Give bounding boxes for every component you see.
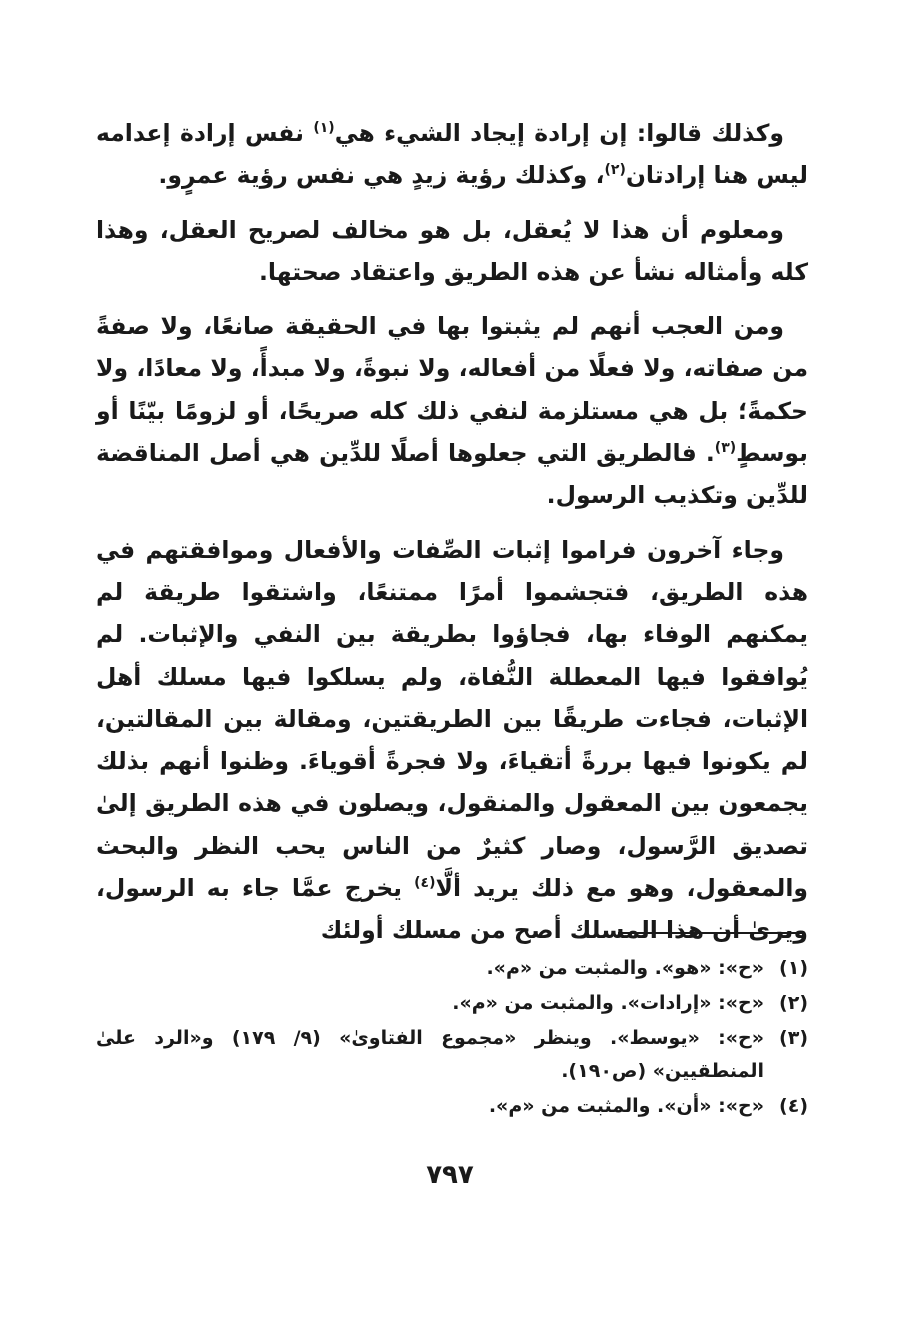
footnote-divider: [618, 932, 804, 934]
footnote-number: (٤): [779, 1095, 808, 1117]
footnote-number: (٣): [779, 1027, 808, 1049]
footnote-marker-2[interactable]: (٢): [604, 162, 626, 179]
footnote-number: (١): [779, 957, 808, 979]
main-text: [96, 112, 808, 964]
footnote-marker-3[interactable]: (٣): [714, 440, 737, 457]
footnote-marker-4[interactable]: (٤): [414, 875, 436, 892]
paragraph-text: وكذلك قالوا: إن إرادة إيجاد الشيء هي: [334, 119, 784, 147]
footnote-marker-1[interactable]: (١): [313, 120, 335, 137]
footnotes: [96, 952, 808, 1125]
page-number: ٧٩٧: [426, 1160, 474, 1190]
paragraph-text: ومن العجب أنهم لم يثبتوا بها في الحقيقة صانعًا، ولا صفةً من صفاته، ولا فعلًا من أفعاله، ولا نبوةً، ولا مبدأً، ولا معادًا، ولا حكمةً؛ بل هي مستلزمة لنفي ذلك كله صريحًا، أو لزومًا بيّنًا أو بوسطٍ: [96, 312, 808, 468]
footnote-text: «ح»: «أن». والمثبت من «م».: [488, 1095, 764, 1117]
footnote-text: «ح»: «يوسط». وينظر «مجموع الفتاوىٰ» (٩/ ١٧٩) و«الرد علىٰ المنطقيين» (ص١٩٠).: [96, 1027, 764, 1082]
footnote-3: [96, 1022, 808, 1088]
footnote-1: [96, 952, 808, 985]
footnote-2: [96, 987, 808, 1020]
paragraph-text: نفس إرادة إعدامه ليس هنا إرادتان: [96, 119, 808, 190]
paragraph-text: . فالطريق التي جعلوها أصلًا للدِّين هي أصل المناقضة للدِّين وتكذيب الرسول.: [96, 439, 808, 510]
paragraph-text: يخرج عمَّا جاء به الرسول، ويرىٰ أن هذا المسلك أصح من مسلك أولئك: [96, 874, 808, 945]
footnote-number: (٢): [779, 992, 808, 1014]
paragraph-text: ومعلوم أن هذا لا يُعقل، بل هو مخالف لصريح العقل، وهذا كله وأمثاله نشأ عن هذه الطريق واعتقاد صحتها.: [96, 215, 808, 286]
paragraph-text: وجاء آخرون فراموا إثبات الصِّفات والأفعال وموافقتهم في هذه الطريق، فتجشموا أمرًا ممتنعًا، واشتقوا طريقة لم يمكنهم الوفاء بها، فجاؤوا بطريقة بين النفي والإثبات. لم يُوافقوا فيها المعطلة النُّفاة، ولم يسلكوا فيها مسلك أهل الإثبات، فجاءت طريقًا بين الطريقتين، ومقالة بين المقالتين، لم يكونوا فيها بررةً أتقياءَ، ولا فجرةً أقوياءَ. وظنوا أنهم بذلك يجمعون بين المعقول والمنقول، ويصلون في هذه الطريق إلىٰ تصديق الرَّسول، وصار كثيرٌ من الناس يحب النظر والبحث والمعقول، وهو مع ذلك يريد ألَّا: [96, 535, 808, 903]
paragraph-1: [96, 112, 808, 197]
paragraph-4: [96, 529, 808, 952]
footnote-text: «ح»: «إرادات». والمثبت من «م».: [452, 992, 764, 1014]
paragraph-3: [96, 305, 808, 516]
footnote-text: «ح»: «هو». والمثبت من «م».: [486, 957, 764, 979]
paragraph-2: [96, 209, 808, 294]
footnote-4: [96, 1090, 808, 1123]
paragraph-text: ، وكذلك رؤية زيدٍ هي نفس رؤية عمرٍو.: [158, 161, 605, 190]
